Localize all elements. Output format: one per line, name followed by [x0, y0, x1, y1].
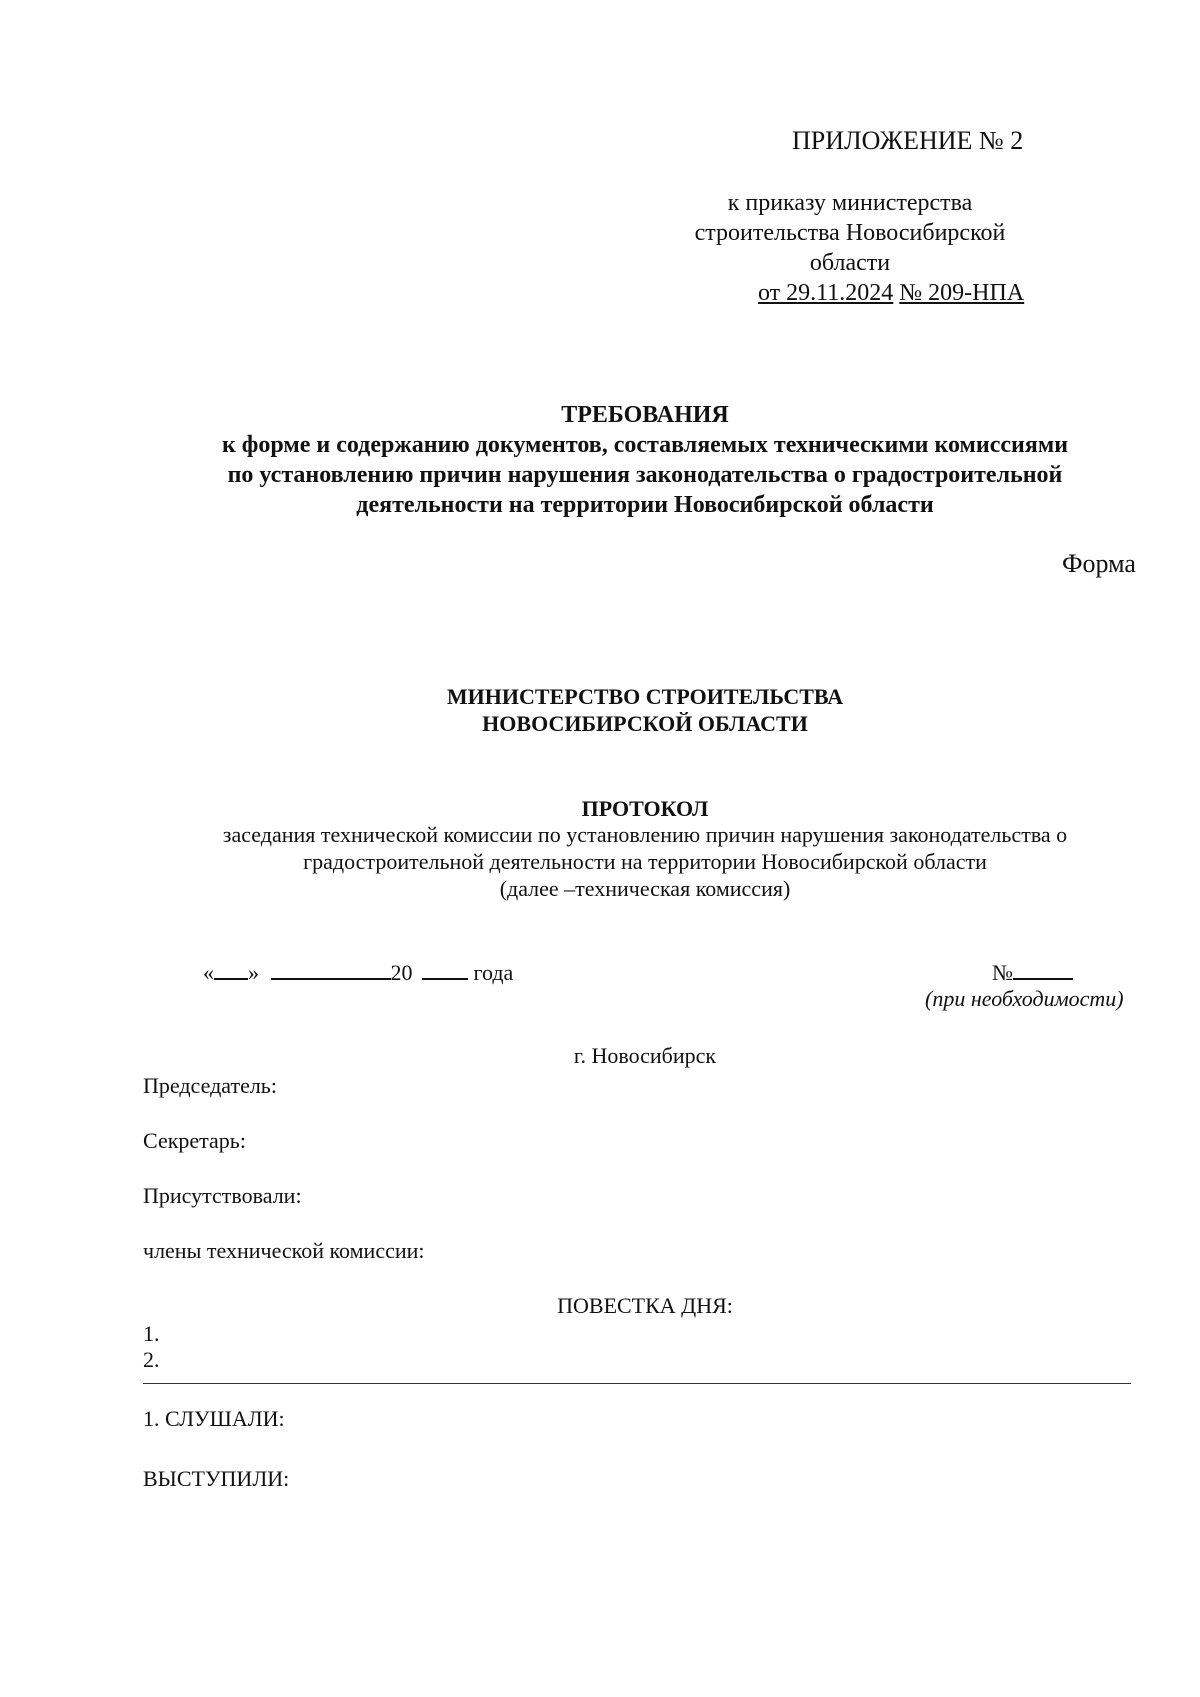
requirements-line-3: деятельности на территории Новосибирской области	[356, 492, 934, 518]
requirements-line-2: по установлению причин нарушения законодательства о градостроительной	[227, 462, 1063, 488]
date-field	[203, 958, 513, 986]
date-year-word: года	[473, 960, 514, 985]
appendix-order-number: № 209-НПА	[899, 280, 1025, 306]
protocol-line-2: градостроительной деятельности на территории Новосибирской области	[303, 849, 987, 874]
number-sign: №	[992, 960, 1013, 985]
requirements-heading: ТРЕБОВАНИЯ	[561, 402, 729, 428]
agenda-heading: ПОВЕСТКА ДНЯ:	[557, 1293, 733, 1318]
form-label: Форма	[1062, 549, 1136, 578]
appendix-line-2: строительства Новосибирской	[694, 220, 1006, 246]
ministry-line-1: МИНИСТЕРСТВО СТРОИТЕЛЬСТВА	[446, 684, 844, 709]
ministry-line-2: НОВОСИБИРСКОЙ ОБЛАСТИ	[482, 711, 808, 736]
date-close-quote: »	[248, 960, 259, 985]
section-divider	[143, 1383, 1131, 1384]
number-note: (при необходимости)	[925, 986, 1124, 1011]
year-blank[interactable]	[422, 958, 468, 980]
appendix-line-1: к приказу министерства	[727, 190, 973, 216]
date-open-quote: «	[203, 960, 214, 985]
protocol-heading: ПРОТОКОЛ	[581, 796, 709, 821]
heard-label: 1. СЛУШАЛИ:	[143, 1406, 285, 1431]
month-blank[interactable]	[271, 958, 391, 980]
appendix-order-date: от 29.11.2024	[758, 280, 894, 306]
protocol-number-field	[992, 958, 1073, 986]
appendix-title: ПРИЛОЖЕНИЕ № 2	[792, 126, 1024, 155]
appendix-order-ref	[758, 278, 1024, 308]
requirements-line-1: к форме и содержанию документов, составляемых техническими комиссиями	[221, 432, 1069, 458]
secretary-label: Секретарь:	[143, 1128, 246, 1153]
protocol-line-1: заседания технической комиссии по установлению причин нарушения законодательства о	[222, 822, 1068, 847]
members-label: члены технической комиссии:	[143, 1238, 425, 1263]
chairman-label: Председатель:	[143, 1073, 277, 1098]
spoke-label: ВЫСТУПИЛИ:	[143, 1466, 290, 1491]
agenda-item: 2.	[143, 1347, 160, 1372]
protocol-line-3: (далее –техническая комиссия)	[499, 876, 791, 901]
city: г. Новосибирск	[573, 1043, 717, 1068]
appendix-line-3: области	[809, 250, 891, 276]
number-blank[interactable]	[1013, 958, 1073, 980]
attended-label: Присутствовали:	[143, 1183, 302, 1208]
day-blank[interactable]	[214, 958, 248, 980]
date-century: 20	[390, 960, 413, 985]
agenda-item: 1.	[143, 1321, 160, 1346]
